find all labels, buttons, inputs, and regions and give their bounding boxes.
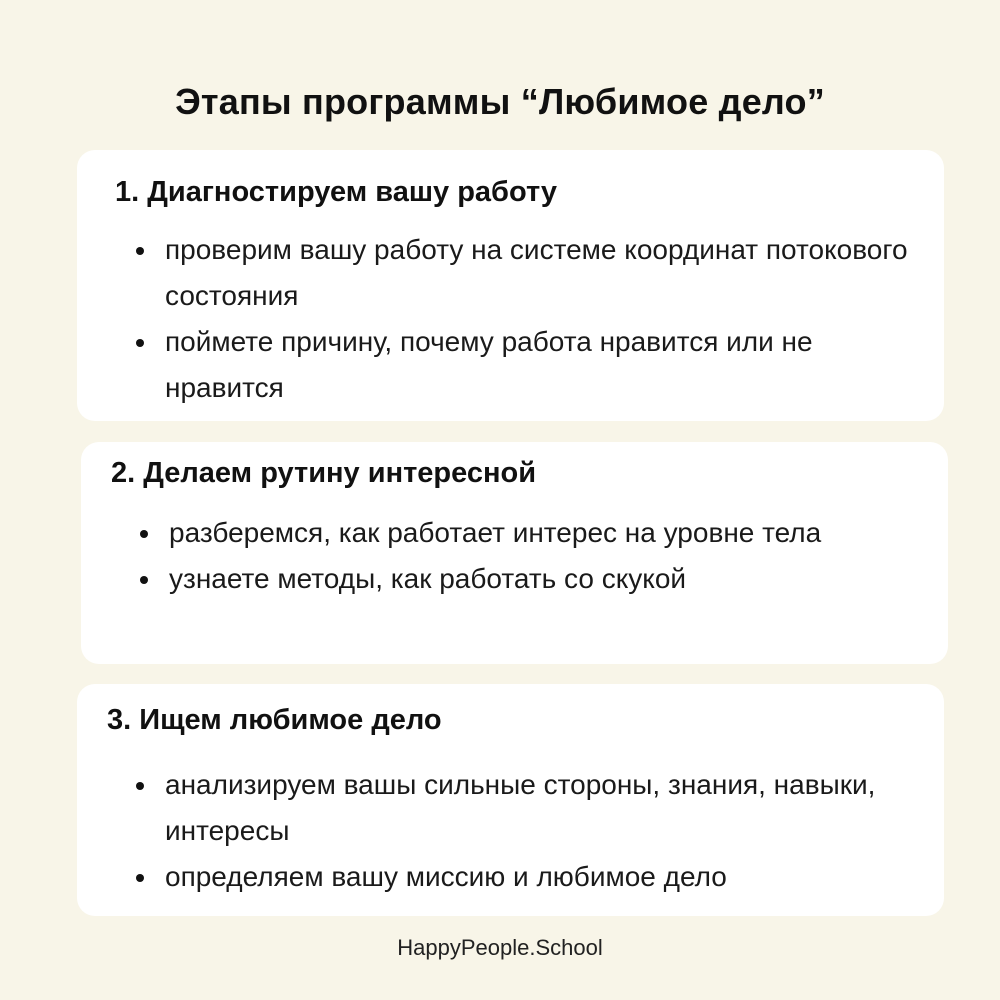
bullet-text: разберемся, как работает интерес на уровне тела [169,517,822,548]
bullet-dot-icon [140,576,148,584]
bullet-text: поймете причину, почему работа нравится или не нравится [165,326,813,403]
page-title: Этапы программы “Любимое дело” [175,81,825,122]
bullet-item [133,319,933,411]
stage-bullets-2 [137,510,937,602]
bullet-text: проверим вашу работу на системе координат потокового состояния [165,234,908,311]
stage-title-1: 1. Диагностируем вашу работу [115,176,558,208]
bullet-dot-icon [136,247,144,255]
bullet-text: узнаете методы, как работать со скукой [169,563,687,594]
bullet-item [133,227,933,319]
bullet-text: анализируем вашы сильные стороны, знания, навыки, интересы [165,769,876,846]
bullet-text: определяем вашу миссию и любимое дело [165,861,727,892]
footer-brand: HappyPeople.School [397,935,603,960]
bullet-item [133,854,933,900]
stage-bullets-3 [133,762,933,900]
bullet-dot-icon [136,874,144,882]
bullet-dot-icon [140,530,148,538]
stage-card-1 [77,150,944,421]
bullet-item [133,762,933,854]
bullet-item [137,510,937,556]
stage-bullets-1 [133,227,933,411]
stage-title-2: 2. Делаем рутину интересной [111,457,537,489]
stage-title-3: 3. Ищем любимое дело [107,704,442,736]
stage-card-2 [81,442,948,664]
bullet-dot-icon [136,339,144,347]
bullet-dot-icon [136,782,144,790]
bullet-item [137,556,937,602]
stage-card-3 [77,684,944,916]
